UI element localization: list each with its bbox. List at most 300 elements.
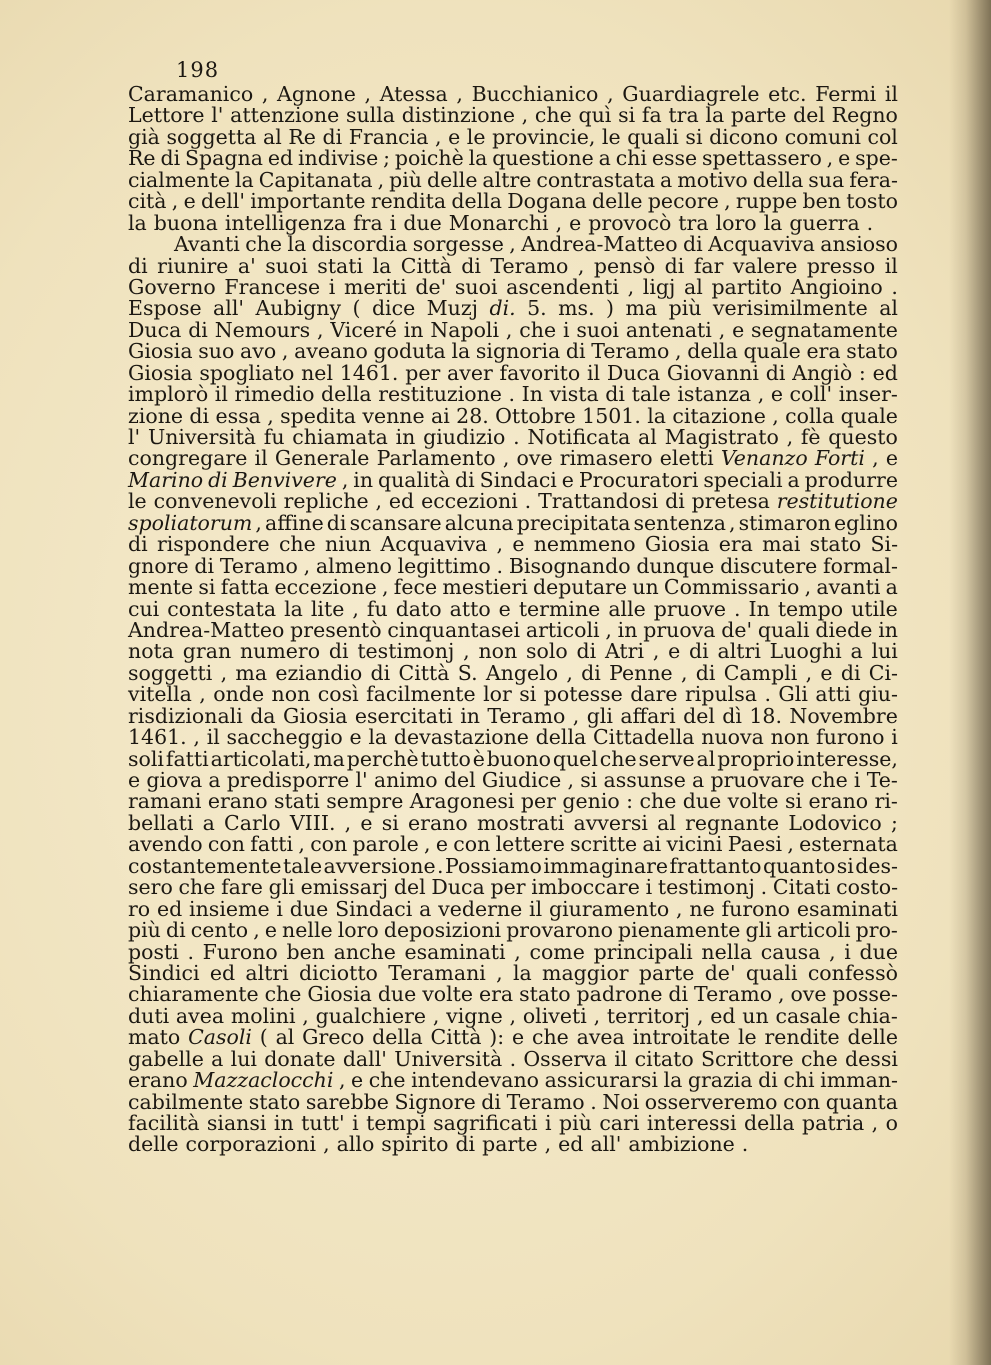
word: nel	[301, 360, 334, 385]
word: si	[685, 124, 703, 149]
text-line	[128, 534, 898, 555]
word: restitutione	[776, 489, 898, 514]
word: volte	[727, 789, 779, 814]
word: della	[372, 1025, 423, 1050]
word: per	[490, 875, 526, 900]
word: tosto	[846, 189, 898, 214]
word: due	[289, 896, 329, 921]
text-line	[128, 1134, 898, 1155]
word: ,	[171, 189, 179, 214]
word: Generale	[274, 446, 370, 471]
word: citazione	[672, 403, 766, 428]
word: Ottobre	[495, 403, 576, 428]
word: .	[496, 553, 504, 578]
word: citato	[634, 1046, 694, 1071]
word: a	[208, 768, 221, 792]
word: l'	[211, 103, 224, 128]
word: tutt'	[301, 1111, 345, 1135]
word: utile	[851, 596, 898, 621]
word: inser-	[838, 382, 898, 407]
word: ed	[872, 360, 898, 385]
word: ,	[544, 1132, 552, 1157]
word: ma	[625, 296, 658, 321]
word: cialmente	[128, 167, 230, 192]
binding-shadow	[949, 0, 991, 1365]
word: di	[165, 918, 186, 943]
text-line	[128, 210, 898, 235]
word: ,	[338, 1068, 346, 1093]
word: .	[764, 682, 771, 707]
word: dall'	[342, 1046, 387, 1071]
word: emissarj	[300, 875, 389, 900]
word: pienamente	[618, 918, 741, 943]
word: interesse,	[796, 746, 898, 771]
word: ;	[383, 146, 390, 171]
word: fè	[800, 425, 821, 449]
word: ,	[572, 703, 580, 728]
word: esaminati	[404, 939, 506, 964]
word: costo-	[836, 875, 898, 900]
word: rispondere	[156, 532, 270, 557]
text-line	[128, 703, 898, 728]
word: e	[264, 918, 277, 943]
word: .	[509, 1046, 517, 1071]
text-line	[128, 467, 898, 492]
word: gli	[745, 918, 772, 943]
word: stati	[317, 253, 364, 278]
word: Casoli	[188, 1025, 252, 1050]
word: discordia	[311, 232, 408, 257]
word: 1461.	[128, 725, 187, 750]
word: quali	[757, 617, 810, 642]
word: Duca	[431, 875, 485, 900]
word: imboccare	[531, 875, 640, 900]
word: di	[455, 467, 475, 492]
word: in	[878, 617, 898, 642]
word: ,	[302, 1003, 309, 1028]
word: di	[455, 1132, 476, 1157]
word: erano	[808, 789, 869, 814]
word: Notificata	[527, 425, 631, 449]
word: così	[317, 682, 359, 707]
word: la	[763, 210, 783, 235]
word: e	[349, 725, 362, 750]
word: de'	[415, 274, 447, 299]
word: attenzione	[230, 103, 340, 128]
word: le	[737, 1025, 757, 1050]
word: di	[758, 1068, 778, 1093]
word: Napoli	[430, 317, 500, 342]
word: nelle	[282, 918, 333, 943]
word: .	[891, 274, 898, 299]
word: Andrea-Matteo	[128, 617, 285, 642]
word: pruovare	[710, 768, 805, 792]
word: ruppe	[735, 189, 798, 214]
word: ascendenti	[506, 274, 619, 299]
word: che	[245, 232, 283, 257]
text-line	[128, 641, 898, 662]
word: solo	[525, 639, 568, 664]
word: ro	[128, 896, 151, 921]
word: di	[765, 360, 786, 385]
word: era	[718, 532, 753, 557]
word: ,	[607, 82, 614, 106]
word: ;	[890, 810, 898, 835]
word: (	[259, 1025, 268, 1050]
word: alcuna	[444, 510, 514, 535]
text-line	[128, 617, 898, 642]
word: ,	[577, 253, 585, 278]
word: che	[534, 103, 572, 128]
word: antenati	[625, 317, 712, 342]
word: Penne	[609, 660, 673, 685]
word: proprio	[717, 746, 795, 771]
word: facilità	[128, 1111, 200, 1135]
word: pro-	[855, 918, 898, 943]
word: già	[128, 124, 160, 149]
word: niun	[325, 532, 372, 557]
word: favorito	[499, 360, 581, 385]
word: 28.	[456, 403, 489, 428]
word: tra	[678, 210, 709, 235]
word: da	[250, 703, 276, 728]
word: .	[741, 1132, 749, 1157]
word: animo	[373, 768, 438, 792]
word: per	[520, 789, 556, 814]
word: stimaron	[738, 510, 831, 535]
word: tempo	[777, 596, 844, 621]
word: ,	[505, 317, 513, 342]
word: con	[310, 832, 348, 857]
word: e	[128, 768, 141, 792]
word: ove	[790, 982, 827, 1007]
word: il	[206, 725, 220, 750]
word: Signore	[394, 1089, 476, 1114]
word: lor	[483, 682, 512, 707]
word: vigne	[446, 1003, 503, 1028]
word: che	[264, 982, 302, 1007]
word: con	[453, 832, 491, 857]
text-line	[128, 448, 898, 469]
word: al	[638, 425, 657, 449]
text-line	[128, 427, 898, 448]
word: avo	[240, 339, 277, 364]
word: spirito	[381, 1132, 449, 1157]
word: Giosia	[128, 360, 193, 385]
word: cità	[128, 189, 167, 214]
text-line	[128, 660, 898, 685]
text-line	[128, 960, 898, 985]
word: si	[198, 575, 216, 600]
word: Bucchianico	[471, 82, 599, 106]
word: due	[403, 210, 442, 235]
word: sorgesse	[412, 232, 504, 257]
word: fu	[366, 596, 388, 621]
word: Parlamento	[376, 446, 496, 471]
word: ma	[235, 660, 268, 685]
text-line	[128, 596, 898, 621]
word: pruova	[643, 617, 716, 642]
word: indivise	[297, 146, 379, 171]
word: perchè	[346, 746, 419, 771]
word: ai	[642, 832, 662, 857]
word: Città	[430, 1025, 482, 1050]
word: le	[466, 124, 486, 149]
word: ,	[323, 1132, 330, 1157]
word: furono	[721, 896, 791, 921]
word: di	[481, 1089, 501, 1114]
word: che	[278, 532, 316, 557]
word: essa	[215, 403, 261, 428]
word: della	[535, 725, 587, 750]
word: ,	[826, 146, 834, 171]
word: Lodovico	[788, 810, 882, 835]
word: suoi	[576, 317, 619, 342]
word: della	[451, 189, 502, 214]
word: ,	[652, 639, 660, 664]
word: la	[647, 403, 666, 428]
word: Guardiagrele	[622, 82, 760, 106]
word: Agnone	[277, 82, 356, 106]
word: ,	[298, 832, 305, 857]
word: e	[360, 810, 373, 835]
word: con	[783, 1089, 821, 1114]
word: di.	[489, 296, 516, 321]
word: presentò	[290, 617, 382, 642]
word: sempre	[326, 789, 404, 814]
word: della	[743, 1111, 795, 1135]
word: dice	[371, 296, 416, 321]
word: Sindaci	[479, 467, 557, 492]
word: e	[512, 1025, 525, 1050]
word: la	[128, 210, 147, 235]
word: e	[820, 660, 833, 685]
word: che	[519, 317, 557, 342]
word: quale	[743, 339, 801, 364]
word: Capitanata	[258, 167, 373, 192]
word: articoli	[525, 617, 600, 642]
word: assunse	[603, 768, 686, 792]
word: Acquaviva	[708, 232, 815, 257]
word: signoria	[475, 339, 561, 364]
word: Re	[128, 146, 156, 171]
word: suoi	[454, 274, 498, 299]
word: patria	[802, 1111, 865, 1135]
text-line	[128, 896, 898, 921]
word: delle	[847, 1025, 898, 1050]
word: implorò	[128, 382, 209, 407]
text-line	[128, 770, 898, 791]
word: e	[435, 832, 448, 857]
word: ,	[496, 960, 503, 985]
word: e	[770, 382, 783, 407]
word: tempi	[366, 1111, 426, 1135]
word: dicono	[709, 124, 779, 149]
text-line	[128, 577, 898, 598]
word: costantemente	[128, 853, 282, 878]
word: ,	[382, 575, 389, 600]
word: In	[748, 596, 770, 621]
word: in	[353, 467, 374, 492]
word: volte	[422, 982, 474, 1007]
word: intelligenza	[224, 210, 347, 235]
word: coll'	[789, 382, 833, 407]
word: si	[618, 103, 636, 128]
word: giudizio	[423, 425, 506, 449]
word: chiaramente	[128, 982, 259, 1007]
word: osserveremo	[644, 1089, 778, 1114]
word: di	[322, 124, 343, 149]
word: fatti	[165, 746, 209, 771]
word: giu-	[858, 682, 898, 707]
word: a	[211, 1046, 224, 1071]
word: esaminati	[796, 896, 898, 921]
word: al	[275, 1025, 295, 1050]
word: alle	[608, 596, 646, 621]
word: soggetta	[166, 124, 257, 149]
word: della	[687, 339, 738, 364]
word: di	[189, 403, 210, 428]
word: quel	[552, 746, 598, 771]
word: mestieri	[442, 575, 528, 600]
word: e	[351, 1068, 364, 1093]
word: ed	[156, 896, 183, 921]
word: gnore	[128, 553, 189, 578]
text-line	[128, 1089, 898, 1114]
word: dì	[722, 703, 742, 728]
word: territorj	[606, 1003, 691, 1028]
word: interessi	[646, 1111, 737, 1135]
word: il	[884, 253, 898, 278]
word: poichè	[394, 146, 464, 171]
word: chi	[615, 146, 647, 171]
word: ,	[456, 82, 463, 106]
word: legittimo	[397, 553, 491, 578]
word: mente	[128, 575, 194, 600]
word: i	[645, 875, 653, 900]
word: di	[665, 489, 685, 514]
word: fu	[263, 425, 285, 449]
text-line	[128, 939, 898, 964]
word: del	[443, 768, 476, 792]
word: e	[512, 532, 525, 557]
word: nemmeno	[533, 532, 636, 557]
word: Forti	[814, 446, 865, 471]
word: avversione	[323, 853, 436, 878]
word: le	[601, 124, 621, 149]
word: ,	[805, 660, 813, 685]
word: lui	[230, 1046, 257, 1071]
word: gran	[182, 639, 232, 664]
word: ,	[676, 896, 683, 921]
word: Bisognando	[508, 553, 631, 578]
word: ,	[220, 660, 228, 685]
word: gualchiere	[315, 1003, 427, 1028]
word: :	[858, 360, 866, 385]
word: Noi	[602, 1089, 640, 1114]
text-line	[128, 1046, 898, 1071]
word: Furono	[202, 939, 278, 964]
text-line	[128, 1113, 898, 1134]
word: ,	[772, 403, 779, 428]
word: lui	[871, 639, 898, 664]
word: a	[787, 467, 800, 492]
text-line	[128, 810, 898, 835]
word: di	[326, 510, 347, 535]
word: il	[254, 446, 268, 471]
word: un	[742, 1003, 769, 1028]
word: ):	[489, 1025, 505, 1050]
word: .	[760, 875, 768, 900]
word: delle	[592, 189, 643, 214]
word: soggetti	[128, 660, 213, 685]
word: più	[558, 1111, 592, 1135]
word: al	[879, 296, 898, 321]
word: Teramo	[694, 982, 773, 1007]
word: e	[498, 596, 511, 621]
word: avendo	[128, 832, 203, 857]
word: Citati	[772, 875, 831, 900]
word: affine	[265, 510, 324, 535]
word: riunire	[157, 253, 229, 278]
word: Re	[288, 124, 316, 149]
word: a	[850, 639, 863, 664]
word: ,	[680, 660, 688, 685]
word: ,	[804, 575, 812, 600]
word: fare	[221, 875, 263, 900]
word: di	[581, 660, 601, 685]
word: a	[885, 575, 898, 600]
text-line	[128, 274, 898, 299]
word: insieme	[189, 896, 270, 921]
word: comuni	[784, 124, 861, 149]
word: la	[451, 339, 471, 364]
word: eglino	[834, 510, 898, 535]
word: Giovanni	[666, 360, 759, 385]
word: Scrittore	[701, 1046, 794, 1071]
word: Governo	[128, 274, 216, 299]
text-line	[128, 877, 898, 898]
word: ,	[871, 1111, 879, 1135]
word: mai	[762, 532, 801, 557]
word: ben	[802, 189, 842, 214]
text-line	[128, 384, 898, 405]
word: ,	[555, 210, 563, 235]
word: stato	[248, 1089, 301, 1114]
word: ,	[514, 939, 521, 964]
word: Città	[400, 253, 452, 278]
word: 1461.	[339, 360, 399, 385]
word: ,	[566, 660, 573, 685]
word: sentenza	[633, 510, 726, 535]
word: valere	[732, 253, 798, 278]
word: colla	[785, 403, 835, 428]
word: provocò	[588, 210, 672, 235]
word: ,	[193, 725, 200, 750]
word: spedita	[280, 403, 357, 428]
word: a	[692, 768, 705, 792]
word: un	[632, 575, 659, 600]
word: Sindaci	[335, 896, 413, 921]
word: Avanti	[174, 232, 240, 257]
word: i	[891, 725, 898, 750]
word: provarono	[506, 918, 613, 943]
word: gabelle	[128, 1046, 204, 1071]
word: Università	[394, 1046, 503, 1071]
word: rimedio	[234, 382, 315, 407]
word: Commissario	[663, 575, 800, 600]
word: a	[419, 896, 432, 921]
